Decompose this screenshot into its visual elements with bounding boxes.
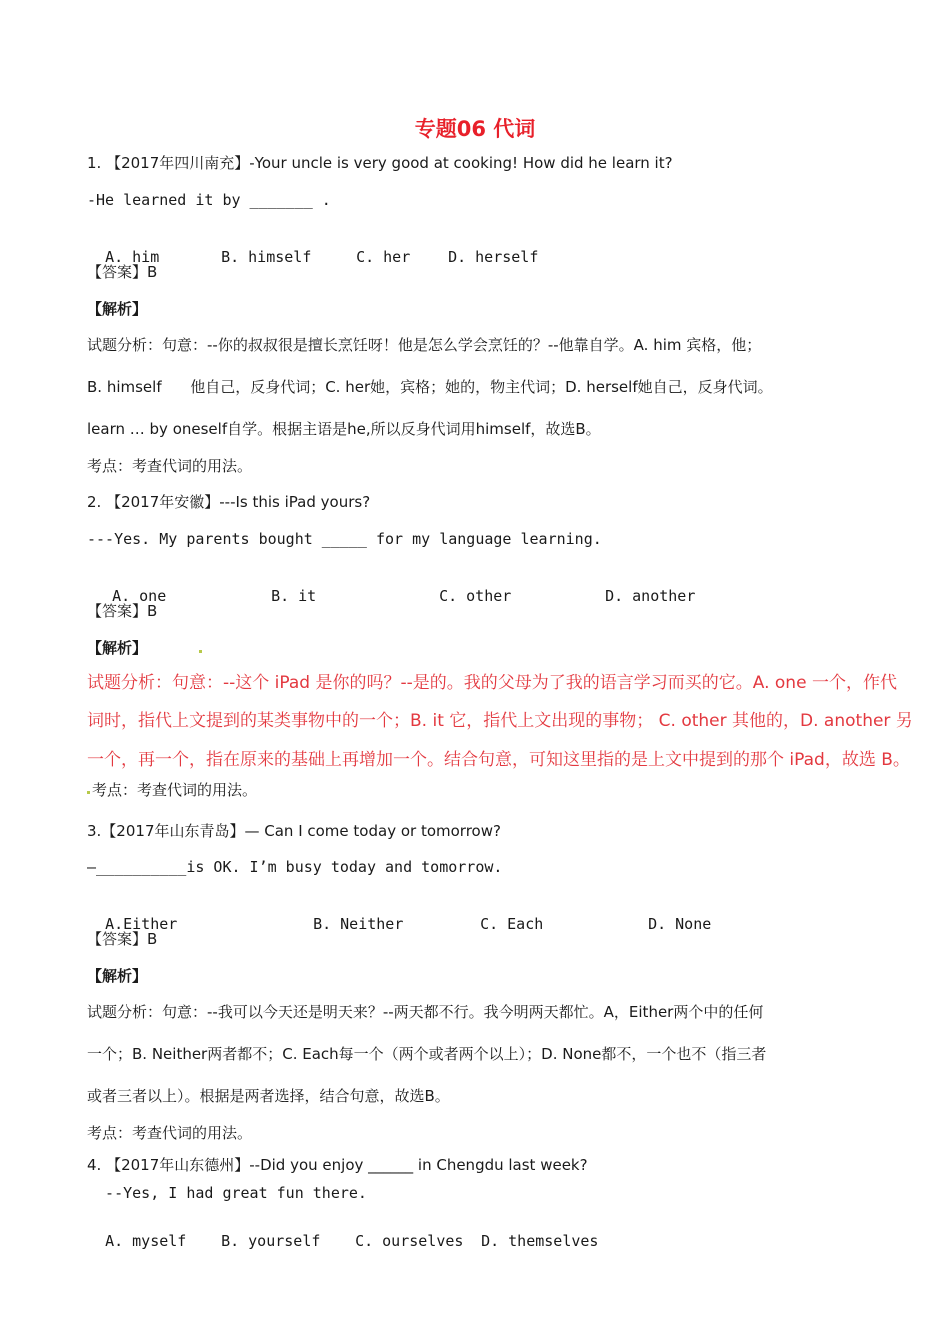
- q3-line2: —__________is OK. I’m busy today and tomorrow.: [87, 858, 503, 876]
- q4-option-b: B. yourself: [221, 1232, 321, 1250]
- q4-option-c: C. ourselves: [355, 1232, 464, 1250]
- q1-line2: -He learned it by _______ .: [87, 191, 331, 209]
- q3-analysis-heading: 【解析】: [87, 967, 148, 985]
- q4-stem: 4. 【2017年山东德州】--Did you enjoy ______ in Chengdu last week?: [87, 1156, 588, 1174]
- q1-stem: 1. 【2017年四川南充】-Your uncle is very good at cooking! How did he learn it?: [87, 154, 673, 172]
- q1-option-d: D. herself: [448, 248, 539, 266]
- q2-options: [94, 566, 695, 606]
- q1-option-c: C. her: [356, 248, 411, 266]
- q1-option-a: A. him: [105, 248, 160, 266]
- decorative-dot: [87, 791, 90, 794]
- q2-option-a: A. one: [112, 587, 167, 605]
- q3-analysis-line-2: 一个；B. Neither两者都不；C. Each每一个（两个或者两个以上）；D. None都不，一个也不（指三者: [87, 1045, 767, 1063]
- q3-option-d: D. None: [648, 915, 712, 933]
- q3-point: 考点：考查代词的用法。: [87, 1124, 253, 1142]
- q2-analysis-line-1: 试题分析：句意：--这个 iPad 是你的吗？--是的。我的父母为了我的语言学习而买的它。A. one 一个，作代: [87, 673, 897, 693]
- q2-analysis-line-2: 词时，指代上文提到的某类事物中的一个；B. it 它，指代上文出现的事物； C. other 其他的，D. another 另: [87, 711, 913, 731]
- q3-stem: 3.【2017年山东青岛】— Can I come today or tomorrow?: [87, 822, 501, 840]
- q1-options: [87, 227, 538, 267]
- q2-option-b: B. it: [271, 587, 317, 605]
- q1-analysis-heading: 【解析】: [87, 300, 148, 318]
- q2-analysis-line-3: 一个，再一个，指在原来的基础上再增加一个。结合句意，可知这里指的是上文中提到的那个 iPad，故选 B。: [87, 750, 910, 770]
- q1-answer: 【答案】B: [87, 263, 158, 281]
- q3-options: [87, 894, 711, 934]
- q1-analysis-line-1: 试题分析：句意：--你的叔叔很是擅长烹饪呀！他是怎么学会烹饪的？--他靠自学。A. him 宾格，他；: [87, 336, 762, 354]
- q3-option-c: C. Each: [480, 915, 544, 933]
- q4-options: [87, 1211, 598, 1251]
- q1-analysis-line-3: learn … by oneself自学。根据主语是he,所以反身代词用himself，故选B。: [87, 420, 601, 438]
- q1-analysis-line-2: B. himself 他自己，反身代词；C. her她，宾格；她的，物主代词；D. herself她自己，反身代词。: [87, 378, 773, 396]
- q3-analysis-line-3: 或者三者以上）。根据是两者选择，结合句意，故选B。: [87, 1087, 450, 1105]
- q1-option-b: B. himself: [221, 248, 312, 266]
- q2-line2: ---Yes. My parents bought _____ for my language learning.: [87, 530, 602, 548]
- q2-option-d: D. another: [605, 587, 696, 605]
- q3-option-b: B. Neither: [313, 915, 404, 933]
- q3-analysis-line-1: 试题分析：句意：--我可以今天还是明天来？--两天都不行。我今明两天都忙。A，Either两个中的任何: [87, 1003, 764, 1021]
- q2-answer: 【答案】B: [87, 602, 158, 620]
- q3-answer: 【答案】B: [87, 930, 158, 948]
- q2-analysis-heading: 【解析】: [87, 639, 148, 657]
- q3-option-a: A.Either: [105, 915, 178, 933]
- q1-point: 考点：考查代词的用法。: [87, 457, 253, 475]
- q2-option-c: C. other: [439, 587, 512, 605]
- q2-point: 考点：考查代词的用法。: [92, 781, 258, 799]
- page-title: 专题06 代词: [414, 117, 536, 141]
- q4-option-d: D. themselves: [481, 1232, 599, 1250]
- q2-stem: 2. 【2017年安徽】---Is this iPad yours?: [87, 493, 371, 511]
- q4-option-a: A. myself: [105, 1232, 187, 1250]
- decorative-dot: [199, 650, 202, 653]
- q4-line2: --Yes, I had great fun there.: [87, 1184, 367, 1202]
